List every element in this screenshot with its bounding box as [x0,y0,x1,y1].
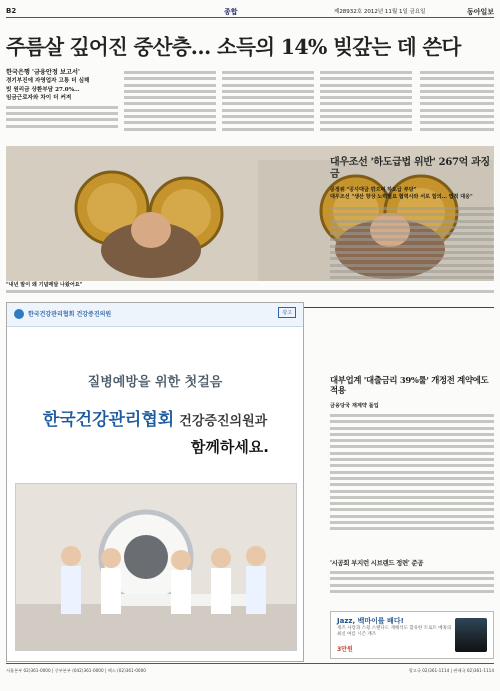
issue-date: 제28932호 2012년 11월 1일 금요일 [334,9,426,15]
ad-name-sub: 건강증진의원과 [179,414,268,429]
small-story [330,559,494,607]
ad-tagline: 질병예방을 위한 첫걸음 [87,375,223,390]
masthead: 동아일보 [466,7,494,16]
jazz-image-icon [455,618,487,652]
footer-left: 서울본부 02)361-0000 | 중부본부 (042)361-0000 | 팩스 (02)361-0000 [6,668,146,673]
ad-clinic-photo [15,483,297,651]
footer [6,663,494,687]
right-top-subtitle-1: 공정위 "공사대금 깎으며 하도급 부당" [330,187,417,193]
ad-header [7,303,303,327]
right-mid-title: 대부업계 '대출금리 39%룰' 개정전 계약에도 적용 [330,375,489,395]
section-label: 종합 [224,8,238,16]
left-kicker: 한국은행 '금융안정 보고서' [6,69,80,76]
photo-caption-title: "내년 말이 왜 기념메달 나왔어요" [6,282,83,288]
footer-right: 광고국 02)361-1114 | 판매국 02)361-1114 [408,668,494,673]
left-deck-line-2: 빚 원리금 상환부담 27.0%… [6,86,80,93]
left-deck-line-3: 임금근로자와 차이 더 커져 [6,95,72,102]
jazz-sub: 재즈 사랑과 스윙 스탠다드 재해석도 함유한 트로트 매혹의 최신 여름 시즌 재즈 [337,626,452,637]
health-ad [6,302,304,662]
right-top-story [330,157,494,297]
story-columns [124,68,414,142]
right-mid-story [330,375,494,557]
left-deck [6,77,118,103]
page-number: B2 [6,7,17,15]
jazz-price: 3만원 [337,646,353,653]
ad-name: 한국건강관리협회 [42,410,175,430]
ad-tag: 광고 [278,307,296,318]
right-top-subtitle-2: 대우조선 "생산 향상 노력필요 협력사와 서로 합의… 법적 대응" [330,194,473,200]
left-story [6,68,118,142]
jazz-title: Jazz, 백마이를 배다! [337,617,404,625]
ad-cta: 함께하세요. [190,438,269,456]
small-story-title: '시공회 부지런 시브랜드 정련' 준공 [330,559,424,567]
ad-logo-icon [14,309,24,319]
ad-name-row [7,405,303,430]
clinic-illustration [16,484,297,651]
ad-org: 한국건강관리협회 건강증진의원 [28,311,112,318]
page-header [6,4,494,18]
right-mid-subtitle: 금융당국 재계약 돌입 [330,403,379,409]
headline: 주름살 깊어진 중산층… 소득의 14% 빚갚는 데 쓴다 [6,35,461,59]
right-top-columns [420,68,494,142]
jazz-ad [330,611,494,659]
left-deck-line-1: 경기부진에 자영업자 고통 더 심해 [6,78,90,84]
right-top-title: 대우조선 '하도급법 위반' 267억 과징금 [330,157,490,180]
